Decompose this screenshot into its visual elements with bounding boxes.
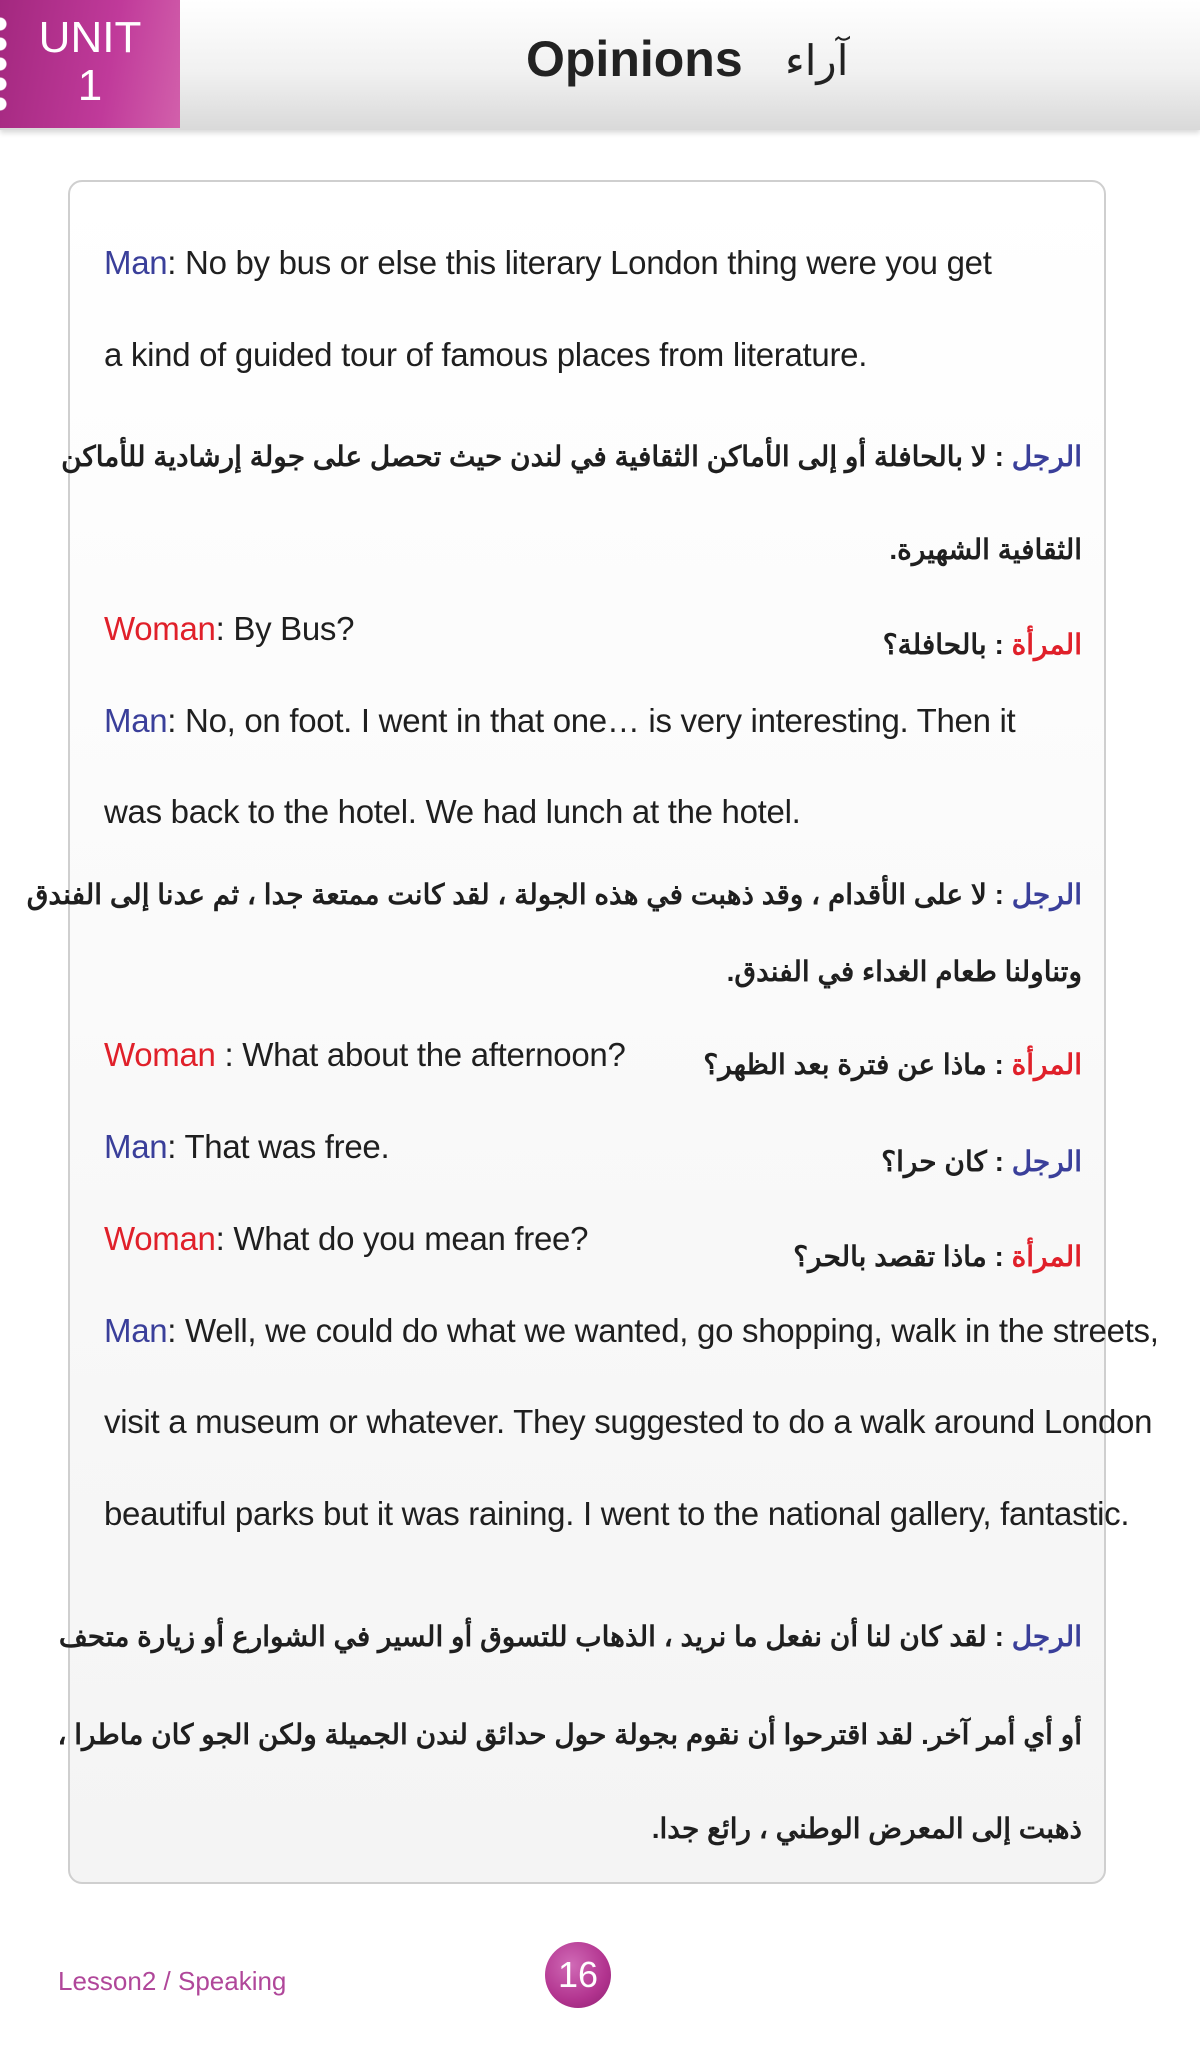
dialogue-line [104,336,867,374]
dialogue-line [104,1128,389,1166]
dialogue-line [104,1495,1129,1533]
line-text: was back to the hotel. We had lunch at the hotel. [104,793,801,830]
dialogue-line [104,1312,1159,1350]
line-text: لا بالحافلة أو إلى الأماكن الثقافية في لندن حيث تحصل على جولة إرشادية للأماكن [61,441,987,472]
speaker-woman-ar: المرأة [1011,1049,1082,1080]
dialogue-line-arabic [793,1240,1082,1273]
line-text: أو أي أمر آخر. لقد اقترحوا أن نقوم بجولة حول حدائق لندن الجميلة ولكن الجو كان ماطرا ، [57,1719,1082,1750]
separator: : [986,1241,1012,1272]
separator: : [986,1146,1012,1177]
page-title: Opinions [526,31,743,87]
dialogue-line [104,244,992,282]
line-text: ماذا تقصد بالحر؟ [793,1241,987,1272]
line-text: a kind of guided tour of famous places from literature. [104,336,868,373]
line-text: beautiful parks but it was raining. I went to the national gallery, fantastic. [104,1495,1130,1532]
separator: : [167,702,186,739]
dialogue-line [104,1220,588,1258]
line-text: كان حرا؟ [881,1146,987,1177]
separator: : [167,1128,185,1165]
line-text: That was free. [184,1128,390,1165]
dialogue-line [104,1036,626,1074]
line-text: الثقافية الشهيرة. [889,534,1082,565]
page-header [0,0,1200,130]
line-text: No by bus or else this literary London thing were you get [185,244,992,281]
line-text: By Bus? [233,610,355,647]
unit-number: 1 [77,61,103,110]
separator: : [986,441,1012,472]
line-text: What do you mean free? [233,1220,589,1257]
dialogue-line-arabic [652,1812,1082,1845]
line-text: What about the afternoon? [242,1036,626,1073]
separator: : [986,879,1012,910]
page-number: 16 [545,1942,611,2008]
dialogue-line-arabic [881,1145,1082,1178]
page-title-arabic: آراء [785,37,849,84]
speaker-man: Man [104,702,168,739]
tab-notch-decoration [0,14,14,114]
speaker-man: Man [104,1312,168,1349]
line-text: No, on foot. I went in that one… is very interesting. Then it [185,702,1016,739]
separator: : [986,1049,1012,1080]
unit-label: UNIT [38,13,142,62]
line-text: وتناولنا طعام الغداء في الفندق. [726,956,1082,987]
separator: : [215,1220,234,1257]
dialogue-line-arabic [59,1620,1082,1653]
speaker-man-ar: الرجل [1011,1621,1082,1652]
separator: : [167,1312,186,1349]
separator: : [167,244,186,281]
line-text: visit a museum or whatever. They suggested to do a walk around London [104,1403,1153,1440]
speaker-woman: Woman [104,1220,216,1257]
dialogue-line-arabic [57,1718,1082,1751]
dialogue-line [104,793,800,831]
speaker-man: Man [104,1128,168,1165]
lesson-label: Lesson2 / Speaking [58,1966,287,1996]
speaker-woman-ar: المرأة [1011,629,1082,660]
line-text: ماذا عن فترة بعد الظهر؟ [703,1049,987,1080]
line-text: بالحافلة؟ [882,629,987,660]
line-text: لقد كان لنا أن نفعل ما نريد ، الذهاب للتسوق أو السير في الشوارع أو زيارة متحف [58,1621,987,1652]
speaker-man: Man [104,244,168,281]
dialogue-line [104,1403,1152,1441]
dialogue-line [104,610,354,648]
separator: : [986,629,1012,660]
speaker-woman-ar: المرأة [1011,1241,1082,1272]
speaker-woman: Woman [104,610,216,647]
dialogue-line-arabic [889,533,1082,566]
line-text: ذهبت إلى المعرض الوطني ، رائع جدا. [651,1813,1082,1844]
dialogue-line-arabic [703,1048,1082,1081]
line-text: لا على الأقدام ، وقد ذهبت في هذه الجولة ، لقد كانت ممتعة جدا ، ثم عدنا إلى الفندق [26,879,987,910]
speaker-man-ar: الرجل [1011,1146,1082,1177]
dialogue-line-arabic [27,878,1082,911]
speaker-man-ar: الرجل [1011,441,1082,472]
speaker-woman: Woman [104,1036,216,1073]
dialogue-line [104,702,1015,740]
separator: : [986,1621,1012,1652]
dialogue-line-arabic [883,628,1082,661]
separator: : [215,610,234,647]
line-text: Well, we could do what we wanted, go shopping, walk in the streets, [185,1312,1159,1349]
unit-tab [0,0,180,128]
separator: : [215,1036,243,1073]
dialogue-line-arabic [61,440,1082,473]
speaker-man-ar: الرجل [1011,879,1082,910]
dialogue-line-arabic [727,955,1082,988]
